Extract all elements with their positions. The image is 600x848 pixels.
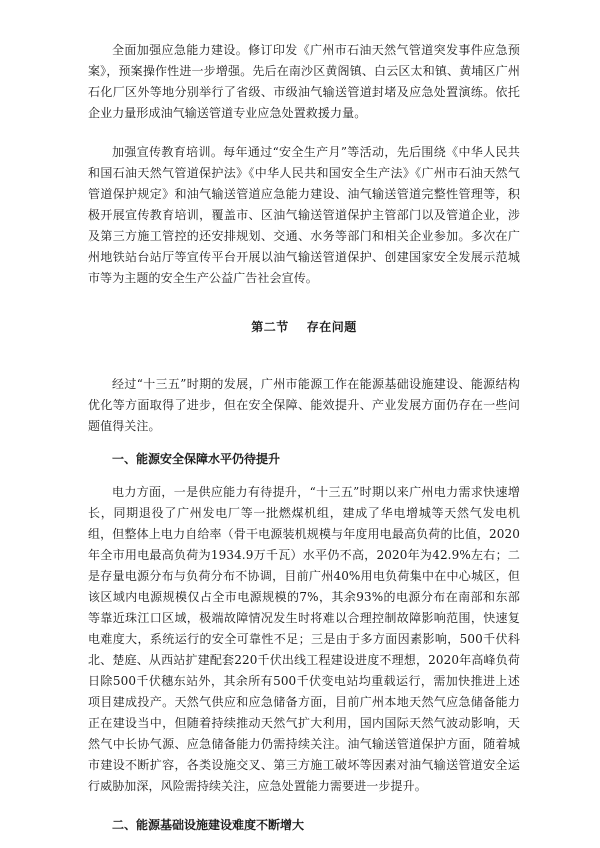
paragraph-publicity-training: 加强宣传教育培训。每年通过“安全生产月”等活动，先后围绕《中华人民共和国石油天然气管道保护法》《中华人民共和国安全生产法》《广州市石油天然气管道保护规定》和油气输送管道应急能力建设、油气输送管道完整性管理等，积极开展宣传教育培训，覆盖市、区油气输送管道保护主管部门以及管道企业，涉及第三方施工管控的还安排规划、交通、水务等部门和相关企业参加。多次在广州地铁站台站厅等宣传平台开展以油气输送管道保护、创建国家安全发展示范城市等为主题的安全生产公益广告社会宣传。 — [88, 145, 520, 285]
section-number: 第二节 — [251, 320, 289, 334]
paragraph-energy-security-body: 电力方面，一是供应能力有待提升，“十三五”时期以来广州电力需求快速增长，同期退役了广州发电厂等一批燃煤机组，建成了华电增城等天然气发电机组，但整体上电力自给率（骨干电源装机规模与年度用电最高负荷的比值，2020年全市用电最高负荷为1934.9万千瓦）水平仍不高，2020年为42.9%左右；二是存量电源分布与负荷分布不协调，目前广州40%用电负荷集中在中心城区，但该区域内电源规模仅占全市电源规模的7%，其余93%的电源分布在南部和东部等靠近珠江口区域，极端故障情况发生时将难以合理控制故障影响范围，快速复电难度大，系统运行的安全可靠性不足；三是由于多方面因素影响，500千伏科北、楚庭、从西站扩建配套220千伏出线工程建设进度不理想，2020年高峰负荷日除500千伏穗东站外，其余所有500千伏变电站均重载运行，需加快推进上述项目建成投产。天然气供应和应急储备方面，目前广州本地天然气应急储备能力正在建设当中，但随着持续推动天然气扩大利用，国内国际天然气波动影响，天然气中长协气源、应急储备能力仍需持续关注。油气输送管道保护方面，随着城市建设不断扩容，各类设施交叉、第三方施工破坏等因素对油气输送管道安全运行威胁加深，风险需持续关注，应急处置能力需要进一步提升。 — [88, 485, 520, 793]
subsection-heading-infrastructure: 二、能源基础设施建设难度不断增大 — [112, 818, 305, 832]
section-name: 存在问题 — [306, 320, 357, 334]
subsection-heading-energy-security: 一、能源安全保障水平仍待提升 — [112, 452, 281, 466]
section-intro: 经过“十三五”时期的发展，广州市能源工作在能源基础设施建设、能源结构优化等方面取得了进步，但在安全保障、能效提升、产业发展方面仍存在一些问题值得关注。 — [88, 377, 520, 433]
section-title — [88, 317, 520, 338]
paragraph-emergency-capability: 全面加强应急能力建设。修订印发《广州市石油天然气管道突发事件应急预案》，预案操作性进一步增强。先后在南沙区黄阁镇、白云区太和镇、黄埔区广州石化厂区外等地分别举行了省级、市级油气输送管道封堵及应急处置演练。依托企业力量形成油气输送管道专业应急处置救援力量。 — [88, 43, 520, 120]
document-page — [88, 40, 520, 836]
